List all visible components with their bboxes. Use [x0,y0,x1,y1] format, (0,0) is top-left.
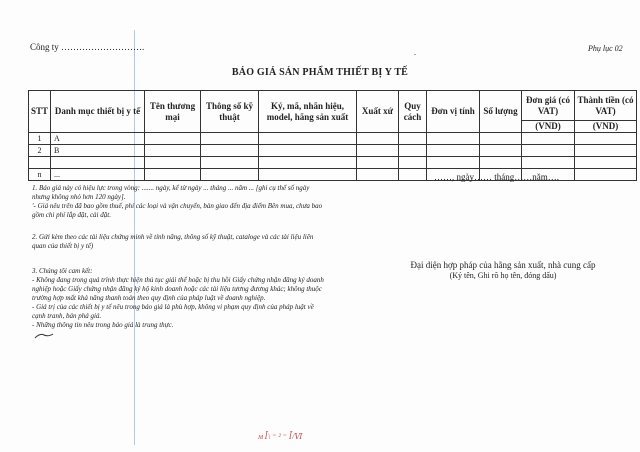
company-line: Công ty ………………………. [30,42,145,52]
date-line: ……, ngày…… tháng……năm…. [434,172,559,182]
table-row [29,145,637,157]
header-price-unit: (VND) [522,121,575,133]
header-trade-name: Tên thương mại [145,91,201,133]
header-unit: Đơn vị tính [427,91,480,133]
page-title: BÁO GIÁ SẢN PHẨM THIẾT BỊ Y TẾ [231,67,409,78]
header-price: Đơn giá (có VAT) [522,91,575,121]
stamp-mark: ᴍ ꟾ\ ⁼ ² ⁼ ꟾ/Ⅵ [258,432,303,441]
note-attachments: 2. Gửi kèm theo các tài liệu chứng minh về tính năng, thông số kỹ thuật, cataloge và các tài liệu liên quan của thiết bị y tế) [32,233,314,250]
row-stt: 2 [29,145,51,157]
header-origin: Xuất xứ [357,91,399,133]
header-total-unit: (VND) [575,121,637,133]
dot-mark: . [414,48,416,57]
row-category [51,157,145,169]
row-stt: 1 [29,133,51,145]
row-category: ... [51,169,145,181]
header-spec: Thông số kỹ thuật [201,91,259,133]
note-validity: 1. Báo giá này có hiệu lực trong vòng: ....... ngày, kể từ ngày ... tháng ... năm ... [ghi cụ thể số ngày nhưng không nhỏ hơn 120 ngày]. '- Giá nêu trên đã bao gồm thuế, phí các loại và vận chuyển, bàn giao đến địa điểm Bên mua, chưa bao gồm chi phí lắp đặt, cài đặt. [32,184,323,219]
table-row [29,133,637,145]
representative-title: Đại diện hợp pháp của hãng sản xuất, nhà cung cấp [410,260,596,270]
header-model: Ký, mã, nhãn hiệu, model, hãng sản xuất [259,91,357,133]
row-stt: n [29,169,51,181]
appendix-label: Phụ lục 02 [588,44,623,53]
note-commitments: 3. Chúng tôi cam kết: - Không đang trong quá trình thực hiện thủ tục giải thể hoặc bị thu hồi Giấy chứng nhận đăng ký doanh nghiệp hoặc Giấy chứng nhận đăng ký hộ kinh doanh hoặc các tài liệu tương đương khác; không thuộc trường hợp mất khả năng thanh toán theo quy định của pháp luật về doanh nghiệp. - Giá trị của các thiết bị y tế nêu trong báo giá là phù hợp, không vi phạm quy định của pháp luật về cạnh tranh, bán phá giá. - Những thông tin nêu trong báo giá là trung thực. [32,267,324,329]
row-category: B [51,145,145,157]
header-total: Thành tiền (có VAT) [575,91,637,121]
header-packing: Quy cách [399,91,427,133]
quote-table [28,90,637,181]
representative-instructions: (Ký tên, Ghi rõ họ tên, đóng dấu) [449,271,557,280]
pen-mark-icon [34,330,54,340]
header-category: Danh mục thiết bị y tế [51,91,145,133]
header-stt: STT [29,91,51,133]
table-row [29,157,637,169]
row-category: A [51,133,145,145]
row-stt [29,157,51,169]
header-quantity: Số lượng [480,91,522,133]
